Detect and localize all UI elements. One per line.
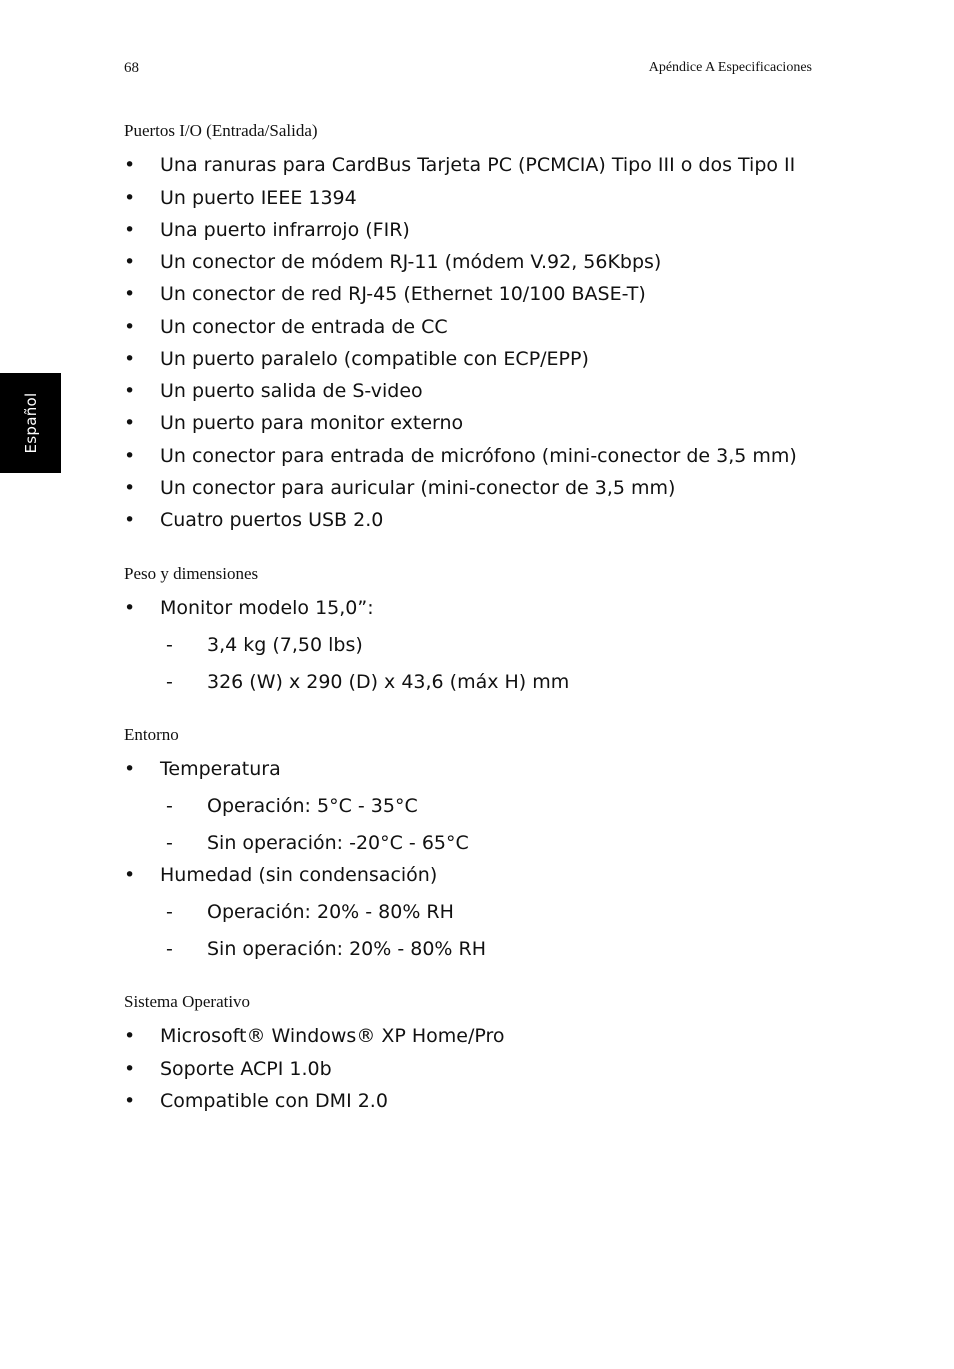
- bullet-icon: •: [124, 477, 136, 499]
- bullet-icon: •: [124, 758, 136, 780]
- list-item: [124, 1089, 388, 1113]
- sub-item-text: Operación: 20% - 80% RH: [207, 901, 454, 923]
- list-item: [124, 757, 281, 781]
- list-item: [124, 347, 589, 371]
- list-item: [124, 218, 410, 242]
- bullet-icon: •: [124, 154, 136, 176]
- list-item: [124, 379, 423, 403]
- bullet-icon: •: [124, 597, 136, 619]
- dash-icon: -: [166, 795, 173, 817]
- list-item-text: Un conector de red RJ-45 (Ethernet 10/100 BASE-T): [160, 283, 646, 305]
- sub-item-text: Sin operación: 20% - 80% RH: [207, 938, 487, 960]
- list-item: [124, 444, 797, 468]
- section-heading-weight: Peso y dimensiones: [124, 564, 259, 583]
- bullet-icon: •: [124, 1090, 136, 1112]
- list-item-text: Un puerto IEEE 1394: [160, 187, 357, 209]
- list-item-text: Soporte ACPI 1.0b: [160, 1058, 332, 1080]
- bullet-icon: •: [124, 251, 136, 273]
- sub-item-text: Operación: 5°C - 35°C: [207, 795, 418, 817]
- list-item-text: Temperatura: [160, 758, 281, 780]
- sub-item: [166, 937, 486, 961]
- list-item-text: Microsoft® Windows® XP Home/Pro: [160, 1025, 505, 1047]
- list-item: [124, 315, 448, 339]
- bullet-icon: •: [124, 864, 136, 886]
- bullet-icon: •: [124, 1058, 136, 1080]
- language-side-tab: [0, 373, 61, 473]
- list-item: [124, 508, 383, 532]
- list-item-text: Compatible con DMI 2.0: [160, 1090, 388, 1112]
- bullet-icon: •: [124, 412, 136, 434]
- bullet-icon: •: [124, 380, 136, 402]
- dash-icon: -: [166, 901, 173, 923]
- list-item-text: Un puerto salida de S-video: [160, 380, 423, 402]
- list-item: [124, 411, 463, 435]
- dash-icon: -: [166, 938, 173, 960]
- sub-item: [166, 633, 363, 657]
- sub-item-text: 3,4 kg (7,50 lbs): [207, 634, 363, 656]
- list-item-text: Cuatro puertos USB 2.0: [160, 509, 384, 531]
- list-item: [124, 476, 675, 500]
- section-heading-ports: Puertos I/O (Entrada/Salida): [124, 121, 318, 140]
- dash-icon: -: [166, 634, 173, 656]
- list-item: [124, 250, 661, 274]
- sub-item: [166, 831, 469, 855]
- bullet-icon: •: [124, 348, 136, 370]
- bullet-icon: •: [124, 316, 136, 338]
- list-item: [124, 1024, 505, 1048]
- list-item-text: Monitor modelo 15,0”:: [160, 597, 374, 619]
- list-item: [124, 153, 795, 177]
- list-item-text: Una puerto infrarrojo (FIR): [160, 219, 410, 241]
- side-tab-label: Español: [22, 392, 40, 454]
- list-item-text: Un puerto para monitor externo: [160, 412, 464, 434]
- sub-item-text: 326 (W) x 290 (D) x 43,6 (máx H) mm: [207, 671, 570, 693]
- list-item-text: Un puerto paralelo (compatible con ECP/EPP): [160, 348, 589, 370]
- section-heading-environment: Entorno: [124, 725, 179, 744]
- dash-icon: -: [166, 671, 173, 693]
- dash-icon: -: [166, 832, 173, 854]
- list-item-text: Un conector de módem RJ-11 (módem V.92, 56Kbps): [160, 251, 662, 273]
- bullet-icon: •: [124, 219, 136, 241]
- list-item: [124, 186, 357, 210]
- sub-item: [166, 900, 454, 924]
- bullet-icon: •: [124, 445, 136, 467]
- bullet-icon: •: [124, 187, 136, 209]
- bullet-icon: •: [124, 509, 136, 531]
- bullet-icon: •: [124, 1025, 136, 1047]
- list-item: [124, 282, 646, 306]
- list-item-text: Un conector para entrada de micrófono (mini-conector de 3,5 mm): [160, 445, 797, 467]
- page-number: 68: [124, 60, 139, 76]
- list-item: [124, 596, 374, 620]
- bullet-icon: •: [124, 283, 136, 305]
- list-item-text: Una ranuras para CardBus Tarjeta PC (PCMCIA) Tipo III o dos Tipo II: [160, 154, 796, 176]
- sub-item-text: Sin operación: -20°C - 65°C: [207, 832, 469, 854]
- list-item-text: Un conector para auricular (mini-conector de 3,5 mm): [160, 477, 676, 499]
- section-heading-os: Sistema Operativo: [124, 992, 251, 1011]
- list-item: [124, 1057, 332, 1081]
- list-item-text: Un conector de entrada de CC: [160, 316, 448, 338]
- sub-item: [166, 670, 569, 694]
- list-item-text: Humedad (sin condensación): [160, 864, 438, 886]
- sub-item: [166, 794, 418, 818]
- list-item: [124, 863, 437, 887]
- running-title: Apéndice A Especificaciones: [648, 60, 812, 75]
